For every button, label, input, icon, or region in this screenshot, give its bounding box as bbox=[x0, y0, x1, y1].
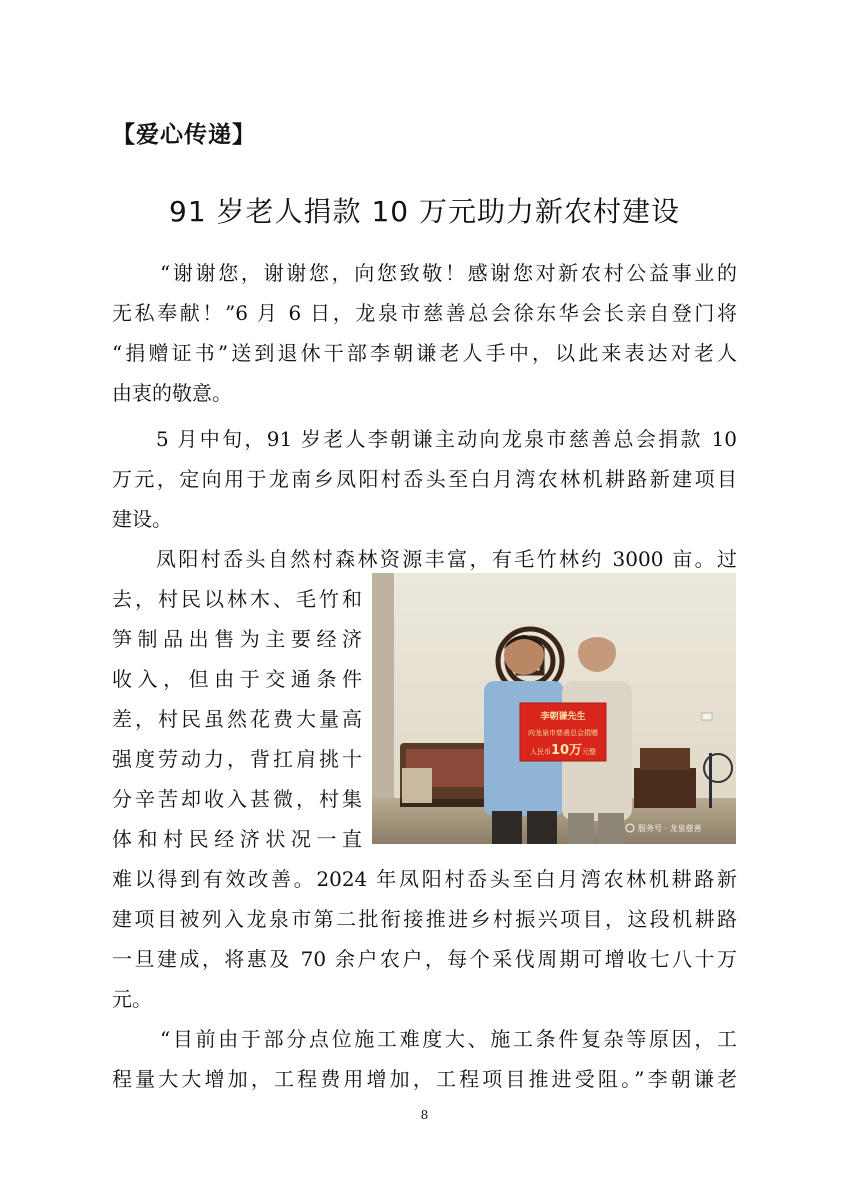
sign-amount-text: 人民币10万元整 bbox=[529, 743, 597, 758]
wooden-chair-icon bbox=[634, 748, 696, 808]
paragraph-line: “谢谢您，谢谢您，向您致敬！感谢您对新农村公益事业的 bbox=[160, 261, 737, 285]
paragraph-line: “捐赠证书”送到退休干部李朝谦老人手中，以此来表达对老人 bbox=[112, 341, 737, 365]
sign-org-text: 向龙泉市慈善总会捐赠 bbox=[528, 729, 598, 737]
donation-photo-illustration bbox=[372, 573, 736, 844]
paragraph-line: 由衷的敬意。 bbox=[112, 381, 232, 405]
section-tag: 【爱心传递】 bbox=[112, 122, 256, 148]
paragraph-line: 强度劳动力，背扛肩挑十 bbox=[112, 747, 362, 771]
page-number: 8 bbox=[420, 1108, 429, 1122]
paragraph-line: 建项目被列入龙泉市第二批衔接推进乡村振兴项目，这段机耕路 bbox=[112, 907, 737, 931]
paragraph-line: 差，村民虽然花费大量高 bbox=[112, 707, 362, 731]
paragraph-line: 一旦建成，将惠及 70 余户农户，每个采伐周期可增收七八十万 bbox=[112, 947, 737, 971]
paragraph-line: 分辛苦却收入甚微，村集 bbox=[112, 787, 362, 811]
paragraph-line: 笋制品出售为主要经济 bbox=[112, 627, 362, 651]
paragraph-line: 去，村民以林木、毛竹和 bbox=[112, 587, 362, 611]
donation-sign bbox=[520, 703, 606, 761]
article-title: 91 岁老人捐款 10 万元助力新农村建设 bbox=[169, 195, 680, 228]
paragraph-line: 难以得到有效改善。2024 年凤阳村岙头至白月湾农林机耕路新 bbox=[112, 867, 737, 891]
wooden-sofa-icon bbox=[400, 743, 492, 807]
paragraph-line: 体和村民经济状况一直 bbox=[112, 827, 362, 851]
paragraph-line: 5 月中旬，91 岁老人李朝谦主动向龙泉市慈善总会捐款 10 bbox=[156, 427, 737, 451]
paragraph-line: 程量大大增加，工程费用增加，工程项目推进受阻。”李朝谦老 bbox=[112, 1067, 737, 1091]
paragraph-line: 无私奉献！”6 月 6 日，龙泉市慈善总会徐东华会长亲自登门将 bbox=[112, 301, 737, 325]
donation-photo bbox=[372, 573, 736, 844]
paragraph-line: 凤阳村岙头自然村森林资源丰富，有毛竹林约 3000 亩。过 bbox=[156, 547, 737, 571]
paragraph-line: “目前由于部分点位施工难度大、施工条件复杂等原因，工 bbox=[160, 1027, 737, 1051]
sign-name-text: 李朝谦先生 bbox=[540, 712, 586, 722]
paragraph-line: 建设。 bbox=[112, 507, 172, 531]
paragraph-line: 元。 bbox=[112, 987, 152, 1011]
paragraph-line: 收入，但由于交通条件 bbox=[112, 667, 362, 691]
watermark bbox=[626, 823, 702, 833]
paragraph-line: 万元，定向用于龙南乡凤阳村岙头至白月湾农林机耕路新建项目 bbox=[112, 467, 737, 491]
watermark-text: 服务号 · 龙泉慈善 bbox=[638, 824, 702, 833]
